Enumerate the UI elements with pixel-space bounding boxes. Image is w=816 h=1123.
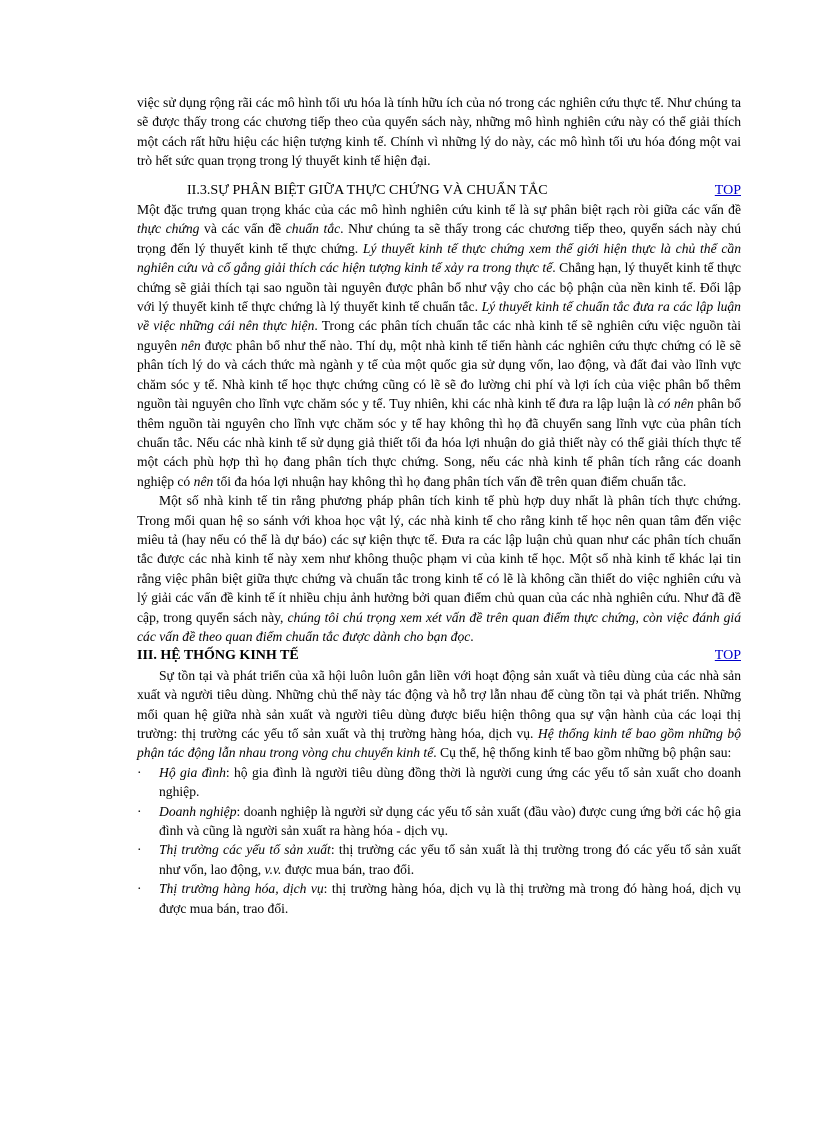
document-page	[137, 93, 741, 918]
list-desc: được mua bán, trao đổi.	[281, 861, 415, 877]
italic-run: nên	[193, 473, 214, 489]
list-term: Thị trường hàng hóa, dịch vụ	[159, 881, 324, 897]
spacer	[137, 171, 741, 181]
text-run: .	[470, 628, 474, 644]
section-2-paragraph-1	[137, 200, 741, 491]
italic-run: chuẩn tắc	[285, 221, 341, 237]
top-link[interactable]: TOP	[714, 648, 741, 664]
text-run: Một số nhà kinh tế tin rằng phương pháp phân tích kinh tế phù hợp duy nhất là phân tích thực chứng. Trong mối quan hệ so sánh với khoa học vật lý, các nhà kinh tế cho rằng kinh tế học nên quan tâm đến việc miêu tả (hay nếu có thể là dự báo) các sự kiện thực tế. Đưa ra các lập luận chủ quan như các phân tích chuẩn tắc được các nhà kinh tế này xem như không thuộc phạm vi của kinh tế học. Một số nhà kinh tế khác lại tin rằng việc phân biệt giữa thực chứng và chuẩn tắc trong kinh tế có lẽ là không cần thiết do việc nghiên cứu và lý giải các vấn đề kinh tế ít nhiều chịu ảnh hưởng bởi quan điểm chủ quan của các nhà nghiên cứu. Như đã đề cập, trong quyển sách này,	[137, 493, 741, 625]
list-desc: : hộ gia đình là người tiêu dùng đồng thời là người cung ứng các yếu tố sản xuất cho doanh nghiệp.	[159, 764, 741, 800]
text-run: Sự tồn tại và phát triển của xã hội luôn luôn gắn liền với hoạt động sản xuất và tiêu dùng của các nhà sản xuất và người tiêu dùng. Những chủ thể này tác động và hỗ trợ lẫn nhau để cùng tồn tại và phát triển. Những mối quan hệ giữa nhà sản xuất và người tiêu dùng được biểu hiện thông qua sự vận hành của các loại thị trường: thị trường các yếu tố sản xuất và thị trường hàng hóa, dịch vụ.	[137, 667, 741, 741]
list-desc: : thị trường hàng hóa, dịch vụ là thị trường mà trong đó hàng hoá, dịch vụ được mua bán, trao đổi.	[159, 881, 741, 916]
italic-run: Lý thuyết kinh tế chuẩn tắc đưa ra các lập luận về việc những cái nên thực hiện	[137, 299, 741, 334]
top-link[interactable]: TOP	[714, 182, 741, 198]
italic-run: có nên	[657, 396, 694, 412]
list-desc: : thị trường các yếu tố sản xuất là thị trường trong đó các yếu tố sản xuất như vốn, lao động,	[159, 842, 741, 877]
text-run: . Chẳng hạn, lý thuyết kinh tế thực chứng sẽ giải thích tại sao nguồn tài nguyên được phân bổ như vậy cho các bộ phận của nền kinh tế. Đối lập với lý thuyết kinh tế thực chứng là lý thuyết kinh tế chuẩn tắc.	[137, 260, 741, 315]
bullet-icon: ·	[137, 881, 142, 897]
list-term: Hộ gia đình	[159, 764, 226, 780]
text-run: và các vấn đề	[199, 221, 286, 237]
section-3-paragraph-1	[137, 666, 741, 763]
list-item	[137, 840, 741, 879]
bullet-icon: ·	[137, 842, 142, 858]
list-item	[137, 802, 741, 841]
list-em: v.v.	[264, 861, 282, 877]
text-run: được phân bổ như thế nào. Thí dụ, một nhà kinh tế tiến hành các nghiên cứu thực chứng có lẽ sẽ phân tích lý do và cách thức mà ngành y tế của một quốc gia sử dụng vốn, lao động, và đất đai vào lĩnh vực chăm sóc y tế. Nhà kinh tế học thực chứng cũng có lẽ sẽ đo lường chi phí và lợi ích của việc phân bổ thêm nguồn tài nguyên cho lĩnh vực chăm sóc y tế. Tuy nhiên, khi các nhà kinh tế đưa ra lập luận là	[137, 337, 741, 412]
section-2-paragraph-2	[137, 491, 741, 646]
list-desc: : doanh nghiệp là người sử dụng các yếu tố sản xuất (đầu vào) được cung ứng bởi các hộ gia đình và cũng là người sản xuất ra hàng hóa - dịch vụ.	[159, 803, 741, 839]
text-run: . Trong các phân tích chuẩn tắc các nhà kinh tế sẽ nghiên cứu việc nguồn tài nguyên	[137, 318, 741, 353]
italic-run: chúng tôi chú trọng xem xét vấn đề trên quan điểm thực chứng, còn việc đánh giá các vấn đề theo quan điểm chuẩn tắc được dành cho bạn đọc	[137, 609, 741, 644]
economic-system-list	[137, 763, 741, 918]
bullet-icon: ·	[137, 764, 142, 780]
intro-paragraph: việc sử dụng rộng rãi các mô hình tối ưu hóa là tính hữu ích của nó trong các nghiên cứu thực tế. Như chúng ta sẽ được thấy trong các chương tiếp theo của quyển sách này, những mô hình nghiên cứu này có thể giải thích một cách rất hữu hiệu các hiện tượng kinh tế. Chính vì những lý do này, các mô hình tối ưu hóa đóng một vai trò hết sức quan trọng trong lý thuyết kinh tế hiện đại.	[137, 95, 741, 169]
italic-run: Lý thuyết kinh tế thực chứng xem thế giới hiện thực là chủ thể cần nghiên cứu và cố gắng giải thích các hiện tượng kinh tế xảy ra trong thực tế	[137, 240, 741, 276]
list-item	[137, 763, 741, 802]
text-run: . Như chúng ta sẽ thấy trong các chương tiếp theo, quyển sách này chú trọng đến lý thuyết kinh tế thực chứng.	[137, 221, 742, 256]
text-run: Một đặc trưng quan trọng khác của các mô hình nghiên cứu kinh tế là sự phân biệt rạch ròi giữa các vấn đề	[137, 202, 741, 218]
italic-run: nên	[181, 337, 201, 353]
list-term: Doanh nghiệp	[159, 803, 237, 819]
section-3-header	[137, 646, 741, 665]
section-3-heading: III. HỆ THỐNG KINH TẾ	[137, 648, 299, 664]
section-2-heading: II.3.SỰ PHÂN BIỆT GIỮA THỰC CHỨNG VÀ CHUẨN TẮC	[187, 182, 548, 198]
list-term: Thị trường các yếu tố sản xuất	[159, 842, 331, 858]
italic-run: thực chứng	[137, 221, 200, 237]
text-run: . Cụ thể, hệ thống kinh tế bao gồm những bộ phận sau:	[433, 745, 732, 761]
bullet-icon: ·	[137, 803, 142, 819]
text-run: tối đa hóa lợi nhuận hay không thì họ đang phân tích vấn đề trên quan điểm chuẩn tắc.	[213, 473, 687, 489]
italic-run: Hệ thống kinh tế bao gồm những bộ phận tác động lẫn nhau trong vòng chu chuyển kinh tế	[137, 726, 741, 761]
section-2-header	[137, 181, 741, 200]
text-run: phân bổ thêm nguồn tài nguyên cho lĩnh vực chăm sóc y tế hay không thì họ đã chuyển sang lĩnh vực của phân tích chuẩn tắc. Nếu các nhà kinh tế sử dụng giả thiết tối đa hóa lợi nhuận do giả thiết này có thể giải thích thực tế một cách phù hợp thì họ đang phân tích thực chứng. Song, nếu các nhà kinh tế phân tích rằng các doanh nghiệp có	[137, 396, 741, 489]
list-item	[137, 879, 741, 918]
